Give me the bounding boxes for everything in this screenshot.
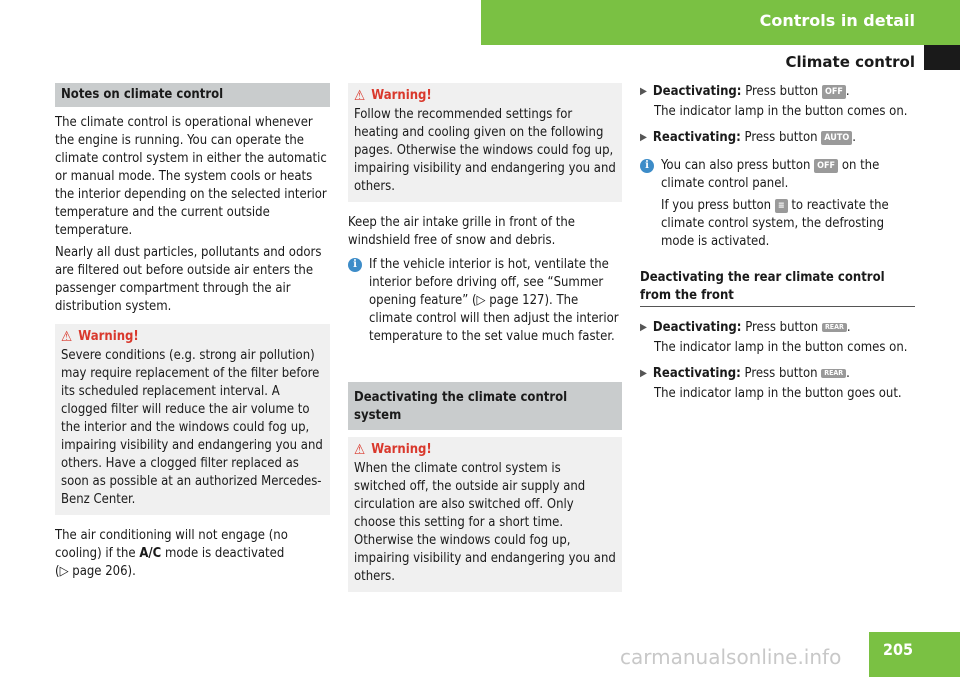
step-item: ▶ Reactivating: Press button AUTO . (640, 130, 856, 145)
off-button-icon: OFF (814, 159, 838, 173)
section-title: Climate control (785, 53, 915, 71)
warning-box: ⚠ Warning! Severe conditions (e.g. strong air pollution) may require replacement of the filter before its scheduled replacement interval. A clogged filter will reduce the air volume to the interior and the windows could fog up, impairing visibility and endangering you and others. Have a clogged filter replaced as soon as possible at an authorized Mercedes-Benz Center. (55, 324, 330, 515)
info-note (348, 256, 622, 350)
warning-icon: ⚠ (61, 329, 73, 345)
step-note: The indicator lamp in the button goes out. (654, 386, 902, 401)
defrost-button-icon: ≡ (775, 199, 788, 213)
info-icon: i (348, 258, 362, 272)
paragraph: Keep the air intake grille in front of the windshield free of snow and debris. (348, 215, 575, 248)
corner-block (924, 45, 960, 70)
paragraph: The air conditioning will not engage (no cooling) if the A/C mode is deactivated (▷ page 206). (55, 528, 288, 579)
column-3 (640, 83, 915, 407)
info-note: i You can also press button OFF on the climate control panel. If you press button ≡ to reactivate the climate control system, the defrosting mode is activated. (640, 157, 915, 255)
step-note: The indicator lamp in the button comes on. (654, 104, 908, 119)
warning-box: ⚠ Warning! When the climate control system is switched off, the outside air supply and circulation are also switched off. Only choose this setting for a short time. Otherwise the windows could fog up, impairing visibility and endangering you and others. (348, 437, 622, 592)
header-bar (481, 0, 960, 45)
off-button-icon: OFF (822, 85, 846, 99)
column-1 (55, 83, 330, 585)
step-arrow-icon: ▶ (640, 368, 647, 379)
page-number-box (869, 632, 960, 677)
step-arrow-icon: ▶ (640, 86, 647, 97)
info-text: If the vehicle interior is hot, ventilate the interior before driving off, see “Summer opening feature” (▷ page 127). The climate control will then adjust the interior temperature to the set value much faster. (369, 257, 619, 344)
rear-off-button-icon: REAR (821, 369, 846, 378)
warning-text: Severe conditions (e.g. strong air pollution) may require replacement of the filter before its scheduled replacement interval. A clogged filter will reduce the air volume to the interior and the windows could fog up, impairing visibility and endangering you and others. Have a clogged filter replaced as soon as possible at an authorized Mercedes-Benz Center. (61, 348, 323, 507)
subsection-heading: Deactivating the rear climate control from the front (640, 269, 915, 307)
rear-off-button-icon: REAR (822, 323, 847, 332)
paragraph: The climate control is operational whenever the engine is running. You can operate the climate control system in either the automatic or manual mode. The system cools or heats the interior depending on the selected interior temperature and the current outside temperature. (55, 115, 327, 238)
chapter-title: Controls in detail (759, 11, 915, 30)
warning-text: Follow the recommended settings for heating and cooling given on the following pages. Otherwise the windows could fog up, impairing visibility and endangering you and others. (354, 107, 616, 194)
auto-button-icon: AUTO (821, 131, 852, 145)
step-arrow-icon: ▶ (640, 132, 647, 143)
step-arrow-icon: ▶ (640, 322, 647, 333)
page-number: 205 (883, 640, 914, 659)
warning-icon: ⚠ (354, 88, 366, 104)
page-reference[interactable]: (▷ page 206). (55, 564, 136, 579)
watermark: carmanualsonline.info (620, 645, 842, 669)
warning-text: When the climate control system is switched off, the outside air supply and circulation are also switched off. Only choose this setting for a short time. Otherwise the windows could fog up, impairing visibility and endangering you and others. (354, 461, 616, 584)
column-2 (348, 83, 622, 592)
step-item: ▶ Deactivating: Press button REAR . (640, 320, 851, 335)
paragraph: Nearly all dust particles, pollutants and odors are filtered out before outside air enters the passenger compartment through the air distribution system. (55, 245, 322, 314)
warning-icon: ⚠ (354, 442, 366, 458)
info-icon: i (640, 159, 654, 173)
section-heading: Deactivating the climate control system (348, 382, 622, 430)
warning-box: ⚠ Warning! Follow the recommended settings for heating and cooling given on the following pages. Otherwise the windows could fog up, impairing visibility and endangering you and others. (348, 83, 622, 202)
step-item: ▶ Reactivating: Press button REAR . (640, 366, 850, 381)
step-note: The indicator lamp in the button comes on. (654, 340, 908, 355)
section-heading: Notes on climate control (55, 83, 330, 107)
step-item: ▶ Deactivating: Press button OFF . (640, 84, 850, 99)
